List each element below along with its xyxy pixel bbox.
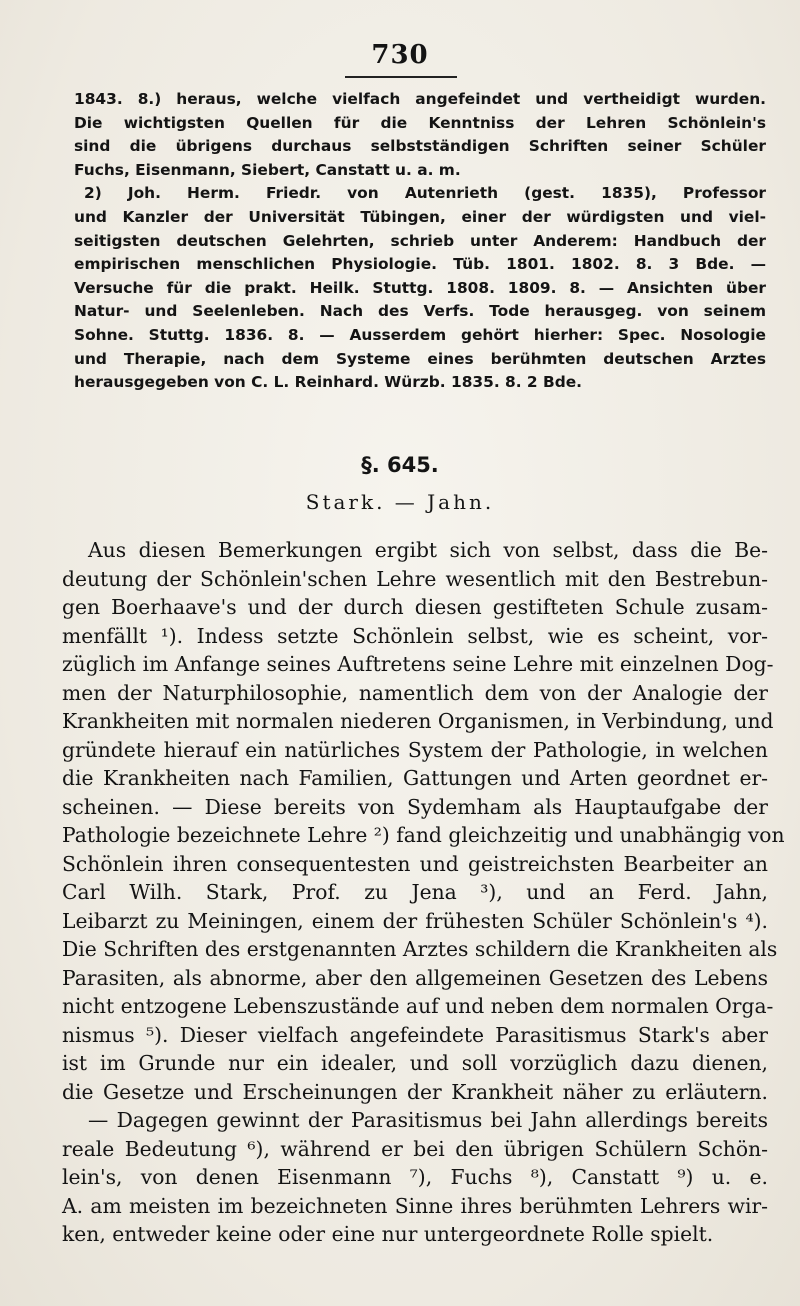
footnote-line: herausgegeben von C. L. Reinhard. Würzb. 1835. 8. 2 Bde. [74, 373, 583, 392]
text-line: ken, entweder keine oder eine nur untergeordnete Rolle spielt. [62, 1222, 714, 1246]
footnote-line: empirischen menschlichen Physiologie. Tüb. 1801. 1802. 8. 3 Bde. — [74, 255, 766, 274]
text-line: die Krankheiten nach Familien, Gattungen und Arten geordnet er- [62, 766, 768, 790]
text-line: die Gesetze und Erscheinungen der Krankheit näher zu erläutern. [62, 1079, 768, 1104]
text-line: Die Schriften des erstgenannten Arztes schildern die Krankheiten als [62, 937, 778, 961]
section-title: Stark. — Jahn. [305, 490, 495, 514]
text-line: Leibarzt zu Meiningen, einem der frühesten Schüler Schönlein's ⁴). [62, 908, 768, 933]
text-line: Krankheiten mit normalen niederen Organismen, in Verbindung, und [62, 709, 774, 733]
footnote-line: Fuchs, Eisenmann, Siebert, Canstatt u. a. m. [74, 160, 461, 179]
footnote-line: Natur- und Seelenleben. Nach des Verfs. Tode herausgeg. von seinem [74, 302, 766, 321]
text-line: menfällt ¹). Indess setzte Schönlein selbst, wie es scheint, vor- [62, 623, 768, 648]
header-rule [345, 76, 457, 78]
text-line: nismus ⁵). Dieser vielfach angefeindete Parasitismus Stark's aber [62, 1022, 768, 1047]
footnote-line: seitigsten deutschen Gelehrten, schrieb unter Anderem: Handbuch der [74, 231, 766, 250]
text-line: Carl Wilh. Stark, Prof. zu Jena ³), und an Ferd. Jahn, [62, 880, 768, 904]
text-line: züglich im Anfange seines Auftretens seine Lehre mit einzelnen Dog- [62, 652, 774, 676]
footnote-line: und Kanzler der Universität Tübingen, einer der würdigsten und viel- [74, 207, 766, 226]
text-line: — Dagegen gewinnt der Parasitismus bei Jahn allerdings bereits [88, 1108, 768, 1132]
main-text-block [62, 536, 785, 1249]
footnote-line: Die wichtigsten Quellen für die Kenntniss der Lehren Schönlein's [74, 113, 766, 132]
text-line: reale Bedeutung ⁶), während er bei den übrigen Schülern Schön- [62, 1136, 768, 1161]
text-line: deutung der Schönlein'schen Lehre wesentlich mit den Bestrebun- [62, 566, 768, 591]
text-line: ist im Grunde nur ein idealer, und soll vorzüglich dazu dienen, [62, 1051, 768, 1075]
text-line: A. am meisten im bezeichneten Sinne ihres berühmten Lehrers wir- [62, 1193, 768, 1218]
footnote-line: 1843. 8.) heraus, welche vielfach angefeindet und vertheidigt wurden. [74, 90, 766, 108]
text-line: Schönlein ihren consequentesten und geistreichsten Bearbeiter an [62, 851, 768, 876]
text-line: lein's, von denen Eisenmann ⁷), Fuchs ⁸), Canstatt ⁹) u. e. [62, 1165, 768, 1189]
footnote-line: sind die übrigens durchaus selbstständigen Schriften seiner Schüler [74, 137, 766, 156]
text-line: gründete hierauf ein natürliches System der Pathologie, in welchen [62, 737, 768, 762]
text-line: Parasiten, als abnorme, aber den allgemeinen Gesetzen des Lebens [62, 965, 768, 990]
footnote-line: Sohne. Stuttg. 1836. 8. — Ausserdem gehört hierher: Spec. Nosologie [74, 325, 766, 344]
text-line: men der Naturphilosophie, namentlich dem von der Analogie der [62, 680, 768, 705]
footnote-line: 2) Joh. Herm. Friedr. von Autenrieth (gest. 1835), Professor [84, 184, 766, 203]
text-line: scheinen. — Diese bereits von Sydemham als Hauptaufgabe der [62, 794, 768, 819]
footnote-line: Versuche für die prakt. Heilk. Stuttg. 1808. 1809. 8. — Ansichten über [74, 278, 766, 297]
footnotes-block [74, 88, 766, 395]
text-line: Pathologie bezeichnete Lehre ²) fand gleichzeitig und unabhängig von [62, 823, 785, 847]
text-line: Aus diesen Bemerkungen ergibt sich von selbst, dass die Be- [88, 538, 768, 562]
section-number: §. 645. [361, 453, 439, 477]
text-line: nicht entzogene Lebenszustände auf und neben dem normalen Orga- [62, 994, 774, 1018]
text-line: gen Boerhaave's und der durch diesen gestifteten Schule zusam- [62, 595, 768, 619]
page-number: 730 [371, 40, 429, 70]
footnote-line: und Therapie, nach dem Systeme eines berühmten deutschen Arztes [74, 349, 766, 368]
